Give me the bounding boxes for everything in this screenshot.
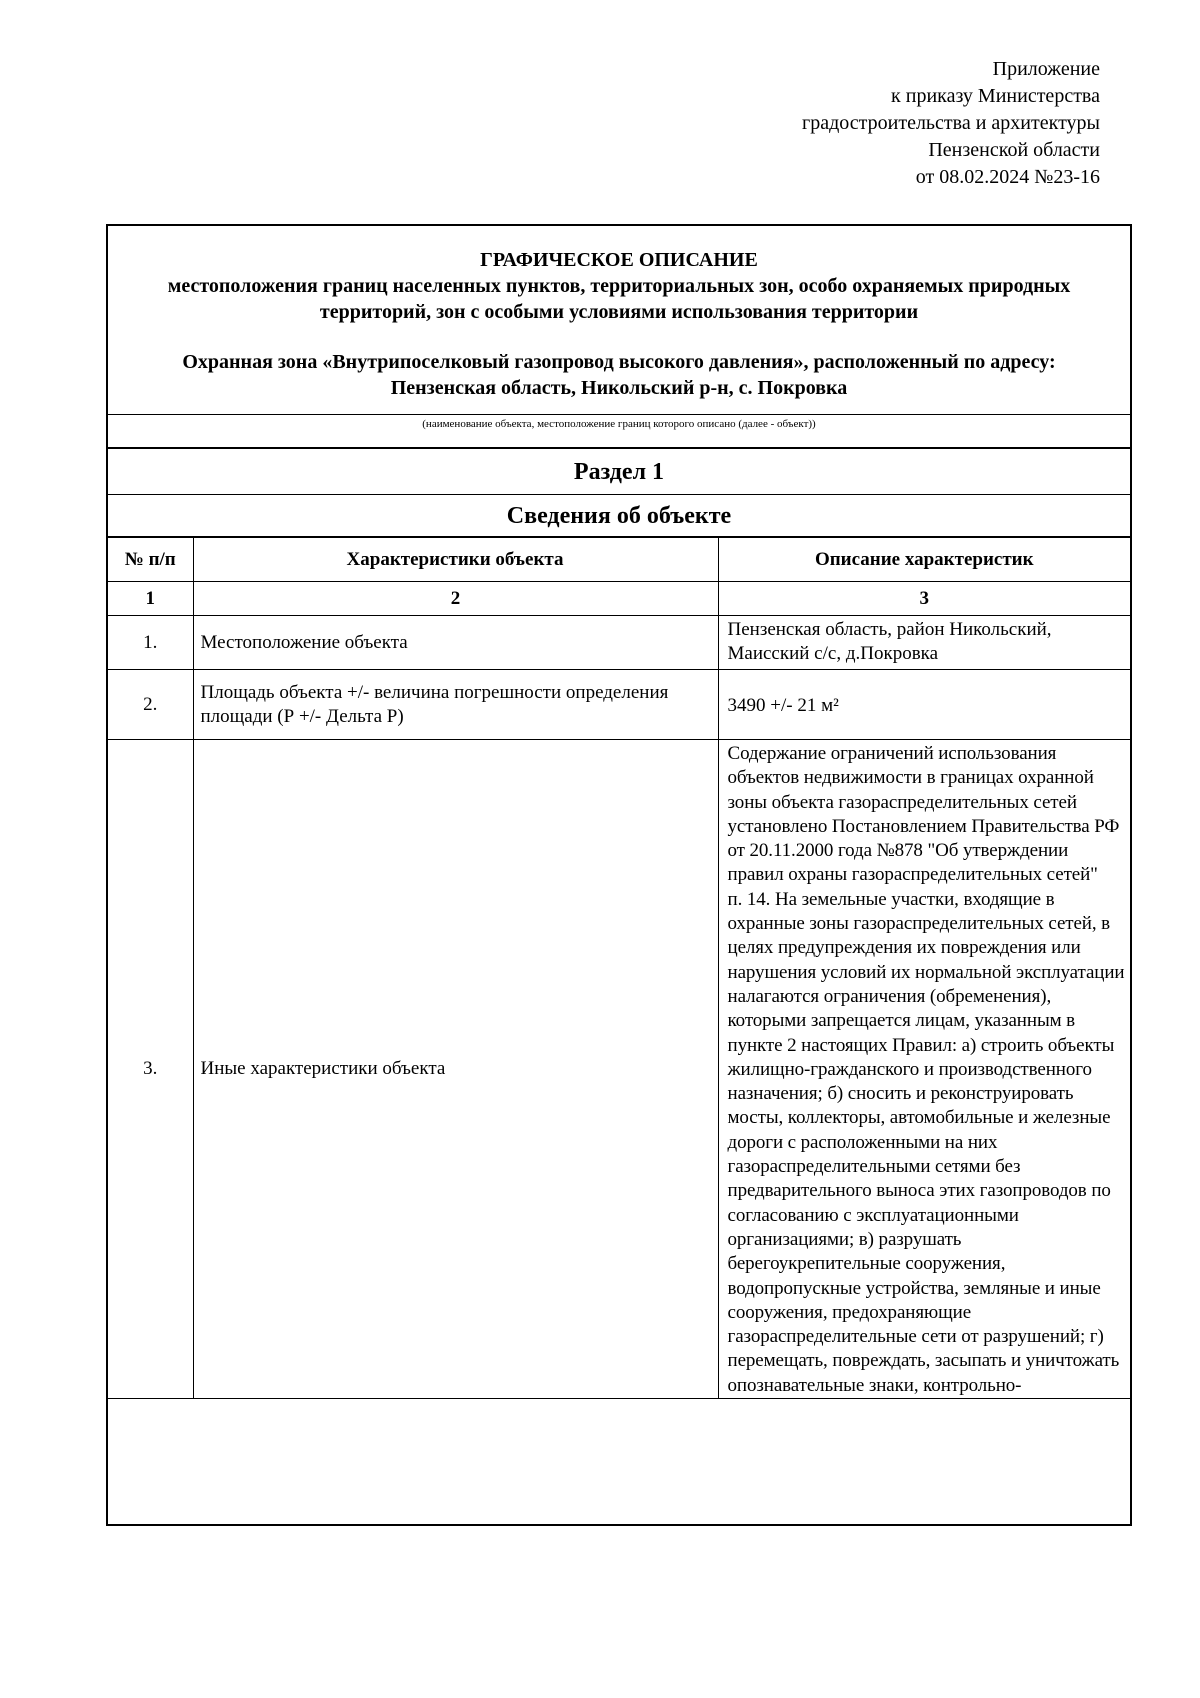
column-header-characteristic: Характеристики объекта: [193, 538, 718, 582]
header-line: Пензенской области: [928, 139, 1100, 161]
document-subtitle: местоположения границ населенных пунктов, территориальных зон, особо охраняемых природных территорий, зон с особыми условиями использования территории: [167, 275, 1071, 323]
column-header-description: Описание характеристик: [718, 538, 1130, 582]
section-title: Раздел 1: [108, 449, 1130, 495]
row-characteristic: Площадь объекта +/- величина погрешности определения площади (Р +/- Дельта Р): [193, 670, 718, 740]
restrictions-basis-text: Содержание ограничений использования объектов недвижимости в границах охранной зоны объекта газораспределительных сетей установлено Постановлением Правительства РФ от 20.11.2000 года №878 "Об утверждении правил охраны газораспределительных сетей": [727, 743, 1120, 886]
table-row: [108, 670, 1130, 740]
row-characteristic: Местоположение объекта: [193, 616, 718, 670]
column-number: 3: [718, 582, 1130, 616]
object-name-caption: (наименование объекта, местоположение границ которого описано (далее - объект)): [108, 415, 1130, 449]
restrictions-clause-text: п. 14. На земельные участки, входящие в охранные зоны газораспределительных сетей, в целях предупреждения их повреждения или нарушения условий их нормальной эксплуатации налагаются ограничения (обременения), которыми запрещается лицам, указанным в пункте 2 настоящих Правил: а) строить объекты жилищно-гражданского и производственного назначения; б) сносить и реконструировать мосты, коллекторы, автомобильные и железные дороги с расположенными на них газораспределительными сетями без предварительного выноса этих газопроводов по согласованию с эксплуатационными организациями; в) разрушать берегоукрепительные сооружения, водопропускные устройства, земляные и иные сооружения, предохраняющие газораспределительные сети от разрушений; г) перемещать, повреждать, засыпать и уничтожать опознавательные знаки, контрольно-: [727, 888, 1125, 1396]
row-number: 3.: [108, 740, 193, 1399]
row-number: 1.: [108, 616, 193, 670]
section-subtitle: Сведения об объекте: [108, 495, 1130, 537]
column-header-number: № п/п: [108, 538, 193, 582]
graphic-description-form: [106, 224, 1132, 1526]
row-description: Пензенская область, район Никольский, Маисский с/с, д.Покровка: [718, 616, 1130, 670]
table-row: [108, 740, 1130, 1399]
row-characteristic: Иные характеристики объекта: [193, 740, 718, 1399]
document-title: ГРАФИЧЕСКОЕ ОПИСАНИЕ: [480, 249, 758, 271]
header-line: от 08.02.2024 №23-16: [915, 166, 1100, 188]
object-name: Охранная зона «Внутрипоселковый газопровод высокого давления», расположенный по адресу: Пензенская область, Никольский р-н, с. Покровка: [182, 351, 1056, 399]
table-row: [108, 616, 1130, 670]
row-number: 2.: [108, 670, 193, 740]
order-reference-header: [600, 56, 1100, 191]
column-number-row: [108, 582, 1130, 616]
header-line: Приложение: [992, 58, 1100, 80]
row-description: 3490 +/- 21 м²: [718, 670, 1130, 740]
title-block: [108, 226, 1130, 415]
table-header-row: [108, 538, 1130, 582]
column-number: 2: [193, 582, 718, 616]
header-line: градостроительства и архитектуры: [802, 112, 1100, 134]
header-line: к приказу Министерства: [891, 85, 1100, 107]
column-number: 1: [108, 582, 193, 616]
object-info-table: [108, 537, 1130, 1399]
row-description-restrictions: [718, 740, 1130, 1399]
